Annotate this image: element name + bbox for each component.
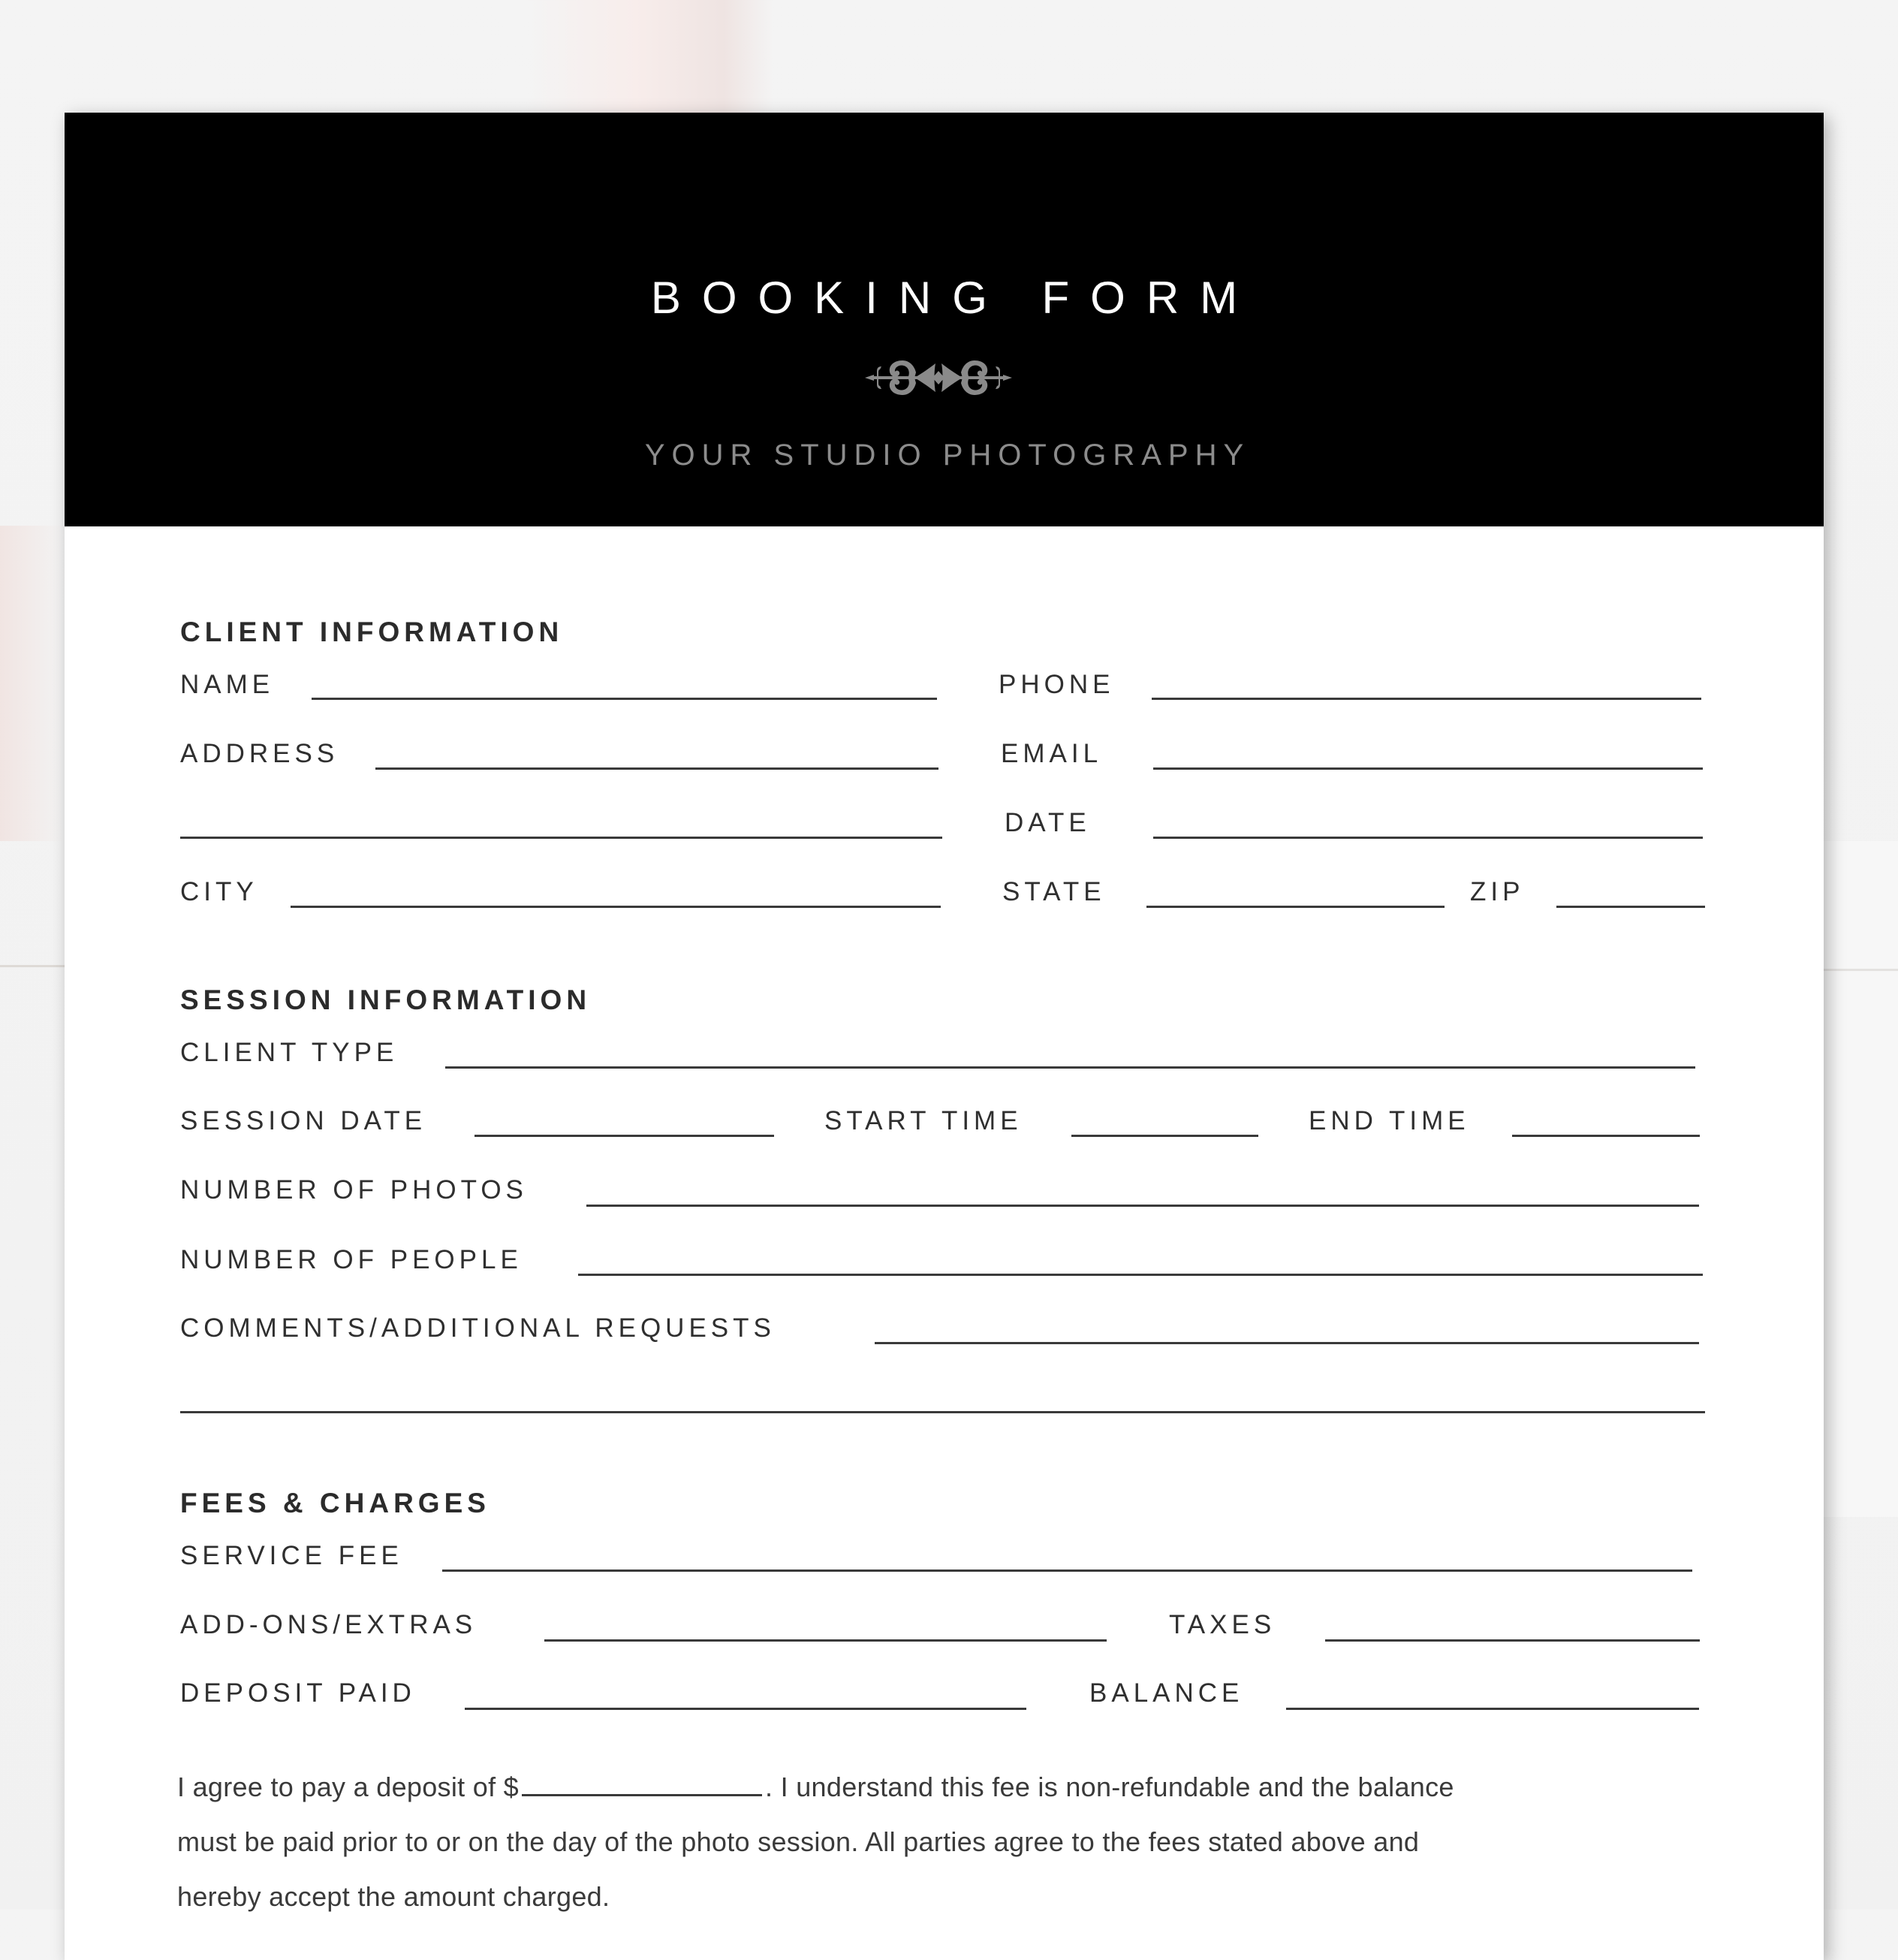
end-time-field[interactable] — [1512, 1135, 1700, 1137]
phone-field[interactable] — [1152, 698, 1701, 700]
deposit-amount-field[interactable] — [522, 1794, 762, 1796]
taxes-label: TAXES — [1169, 1610, 1276, 1639]
city-field[interactable] — [291, 906, 941, 908]
state-field[interactable] — [1146, 906, 1445, 908]
section-heading-fees-charges: FEES & CHARGES — [180, 1488, 490, 1518]
number-of-photos-label: NUMBER OF PHOTOS — [180, 1175, 528, 1205]
client-type-label: CLIENT TYPE — [180, 1038, 399, 1067]
agreement-text-before: I agree to pay a deposit of $ — [177, 1772, 520, 1802]
date-field[interactable] — [1153, 837, 1703, 839]
backdrop-fabric — [526, 0, 773, 113]
address-label: ADDRESS — [180, 739, 339, 768]
name-field[interactable] — [312, 698, 937, 700]
client-type-field[interactable] — [445, 1066, 1695, 1069]
add-ons-label: ADD-ONS/EXTRAS — [180, 1610, 478, 1639]
section-heading-client-information: CLIENT INFORMATION — [180, 617, 564, 647]
backdrop-seam-right — [1824, 969, 1898, 971]
balance-field[interactable] — [1286, 1708, 1699, 1710]
form-title: BOOKING FORM — [650, 273, 1259, 323]
agreement-line-2: must be paid prior to or on the day of the photo session. All parties agree to the fees stated above and — [177, 1826, 1420, 1857]
number-of-people-label: NUMBER OF PEOPLE — [180, 1245, 523, 1274]
end-time-label: END TIME — [1309, 1106, 1470, 1135]
date-label: DATE — [1005, 808, 1091, 837]
deposit-paid-label: DEPOSIT PAID — [180, 1678, 416, 1708]
add-ons-field[interactable] — [544, 1639, 1107, 1642]
backdrop-fabric-left — [0, 526, 65, 841]
address-field[interactable] — [375, 767, 938, 770]
backdrop-board — [1824, 841, 1898, 1517]
section-heading-session-information: SESSION INFORMATION — [180, 985, 592, 1015]
number-of-people-field[interactable] — [578, 1274, 1703, 1276]
name-label: NAME — [180, 670, 275, 699]
start-time-label: START TIME — [824, 1106, 1023, 1135]
balance-label: BALANCE — [1089, 1678, 1244, 1708]
deposit-paid-field[interactable] — [465, 1708, 1026, 1710]
scroll-flourish-ornament-icon — [863, 356, 1014, 400]
comments-label: COMMENTS/ADDITIONAL REQUESTS — [180, 1313, 776, 1343]
backdrop-seam — [0, 965, 65, 967]
service-fee-field[interactable] — [442, 1570, 1692, 1572]
studio-name: YOUR STUDIO PHOTOGRAPHY — [644, 439, 1251, 472]
number-of-photos-field[interactable] — [586, 1205, 1699, 1207]
comments-line-2-field[interactable] — [180, 1411, 1705, 1413]
agreement-text-after: . I understand this fee is non-refundable and the balance — [765, 1772, 1454, 1802]
zip-field[interactable] — [1556, 906, 1705, 908]
start-time-field[interactable] — [1071, 1135, 1258, 1137]
email-field[interactable] — [1153, 767, 1703, 770]
taxes-field[interactable] — [1325, 1639, 1700, 1642]
agreement-line-1 — [177, 1772, 1454, 1802]
state-label: STATE — [1002, 877, 1106, 906]
agreement-line-3: hereby accept the amount charged. — [177, 1881, 610, 1912]
comments-field[interactable] — [875, 1342, 1699, 1344]
service-fee-label: SERVICE FEE — [180, 1541, 403, 1570]
session-date-field[interactable] — [474, 1135, 774, 1137]
zip-label: ZIP — [1470, 877, 1525, 906]
city-label: CITY — [180, 877, 258, 906]
email-label: EMAIL — [1001, 739, 1103, 768]
address-line-2-field[interactable] — [180, 837, 942, 839]
session-date-label: SESSION DATE — [180, 1106, 427, 1135]
phone-label: PHONE — [999, 670, 1115, 699]
